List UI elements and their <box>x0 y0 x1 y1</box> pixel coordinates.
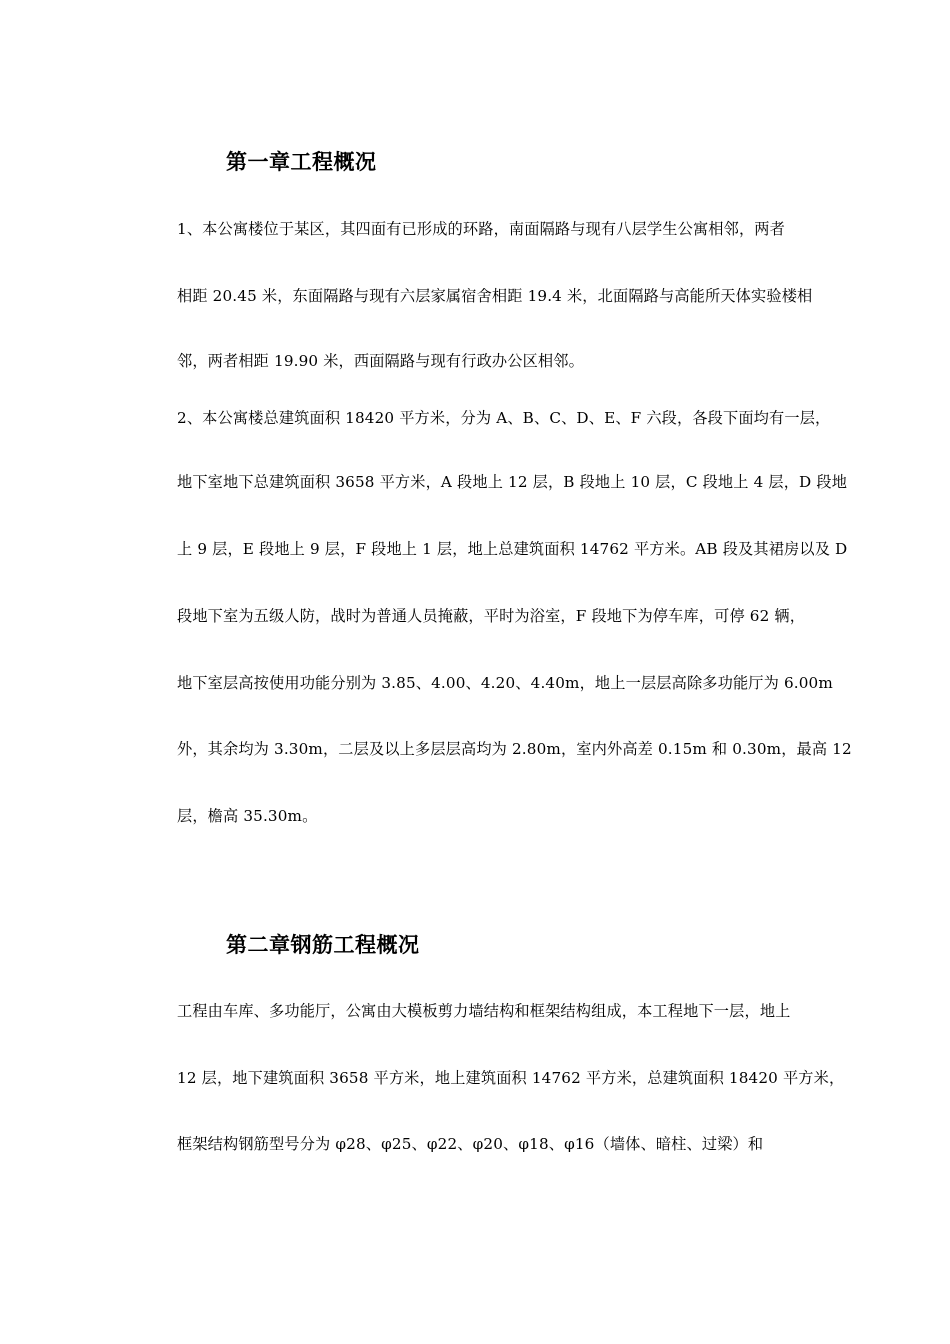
chapter-1-paragraph-line: 段地下室为五级人防，战时为普通人员掩蔽，平时为浴室，F 段地下为停车库，可停 62 辆， <box>177 607 806 625</box>
chapter-1-paragraph-line: 1、本公寓楼位于某区，其四面有已形成的环路，南面隔路与现有八层学生公寓相邻，两者 <box>177 220 785 238</box>
chapter-2-title: 第二章钢筋工程概况 <box>226 933 420 957</box>
chapter-2-paragraph-line: 框架结构钢筋型号分为 φ28、φ25、φ22、φ20、φ18、φ16（墙体、暗柱、过梁）和 <box>177 1135 764 1153</box>
chapter-1-paragraph-line: 地下室地下总建筑面积 3658 平方米，A 段地上 12 层，B 段地上 10 层，C 段地上 4 层，D 段地 <box>177 473 848 491</box>
chapter-1-paragraph-line: 地下室层高按使用功能分别为 3.85、4.00、4.20、4.40m，地上一层层高除多功能厅为 6.00m <box>177 674 833 692</box>
chapter-2-paragraph-line: 工程由车库、多功能厅，公寓由大模板剪力墙结构和框架结构组成，本工程地下一层，地上 <box>177 1002 791 1020</box>
chapter-1-paragraph-line: 2、本公寓楼总建筑面积 18420 平方米，分为 A、B、C、D、E、F 六段，各段下面均有一层， <box>177 409 831 427</box>
chapter-2-paragraph-line: 12 层，地下建筑面积 3658 平方米，地上建筑面积 14762 平方米，总建筑面积 18420 平方米， <box>177 1069 845 1087</box>
chapter-1-paragraph-line: 层，檐高 35.30m。 <box>177 807 318 825</box>
chapter-1-paragraph-line: 上 9 层，E 段地上 9 层，F 段地上 1 层，地上总建筑面积 14762 平方米。AB 段及其裙房以及 D <box>177 540 848 558</box>
chapter-1-paragraph-line: 相距 20.45 米，东面隔路与现有六层家属宿舍相距 19.4 米，北面隔路与高能所天体实验楼相 <box>177 287 813 305</box>
chapter-1-title: 第一章工程概况 <box>226 150 377 174</box>
chapter-1-paragraph-line: 邻，两者相距 19.90 米，西面隔路与现有行政办公区相邻。 <box>177 352 584 370</box>
chapter-1-paragraph-line: 外，其余均为 3.30m，二层及以上多层层高均为 2.80m，室内外高差 0.15m 和 0.30m，最高 12 <box>177 740 852 758</box>
